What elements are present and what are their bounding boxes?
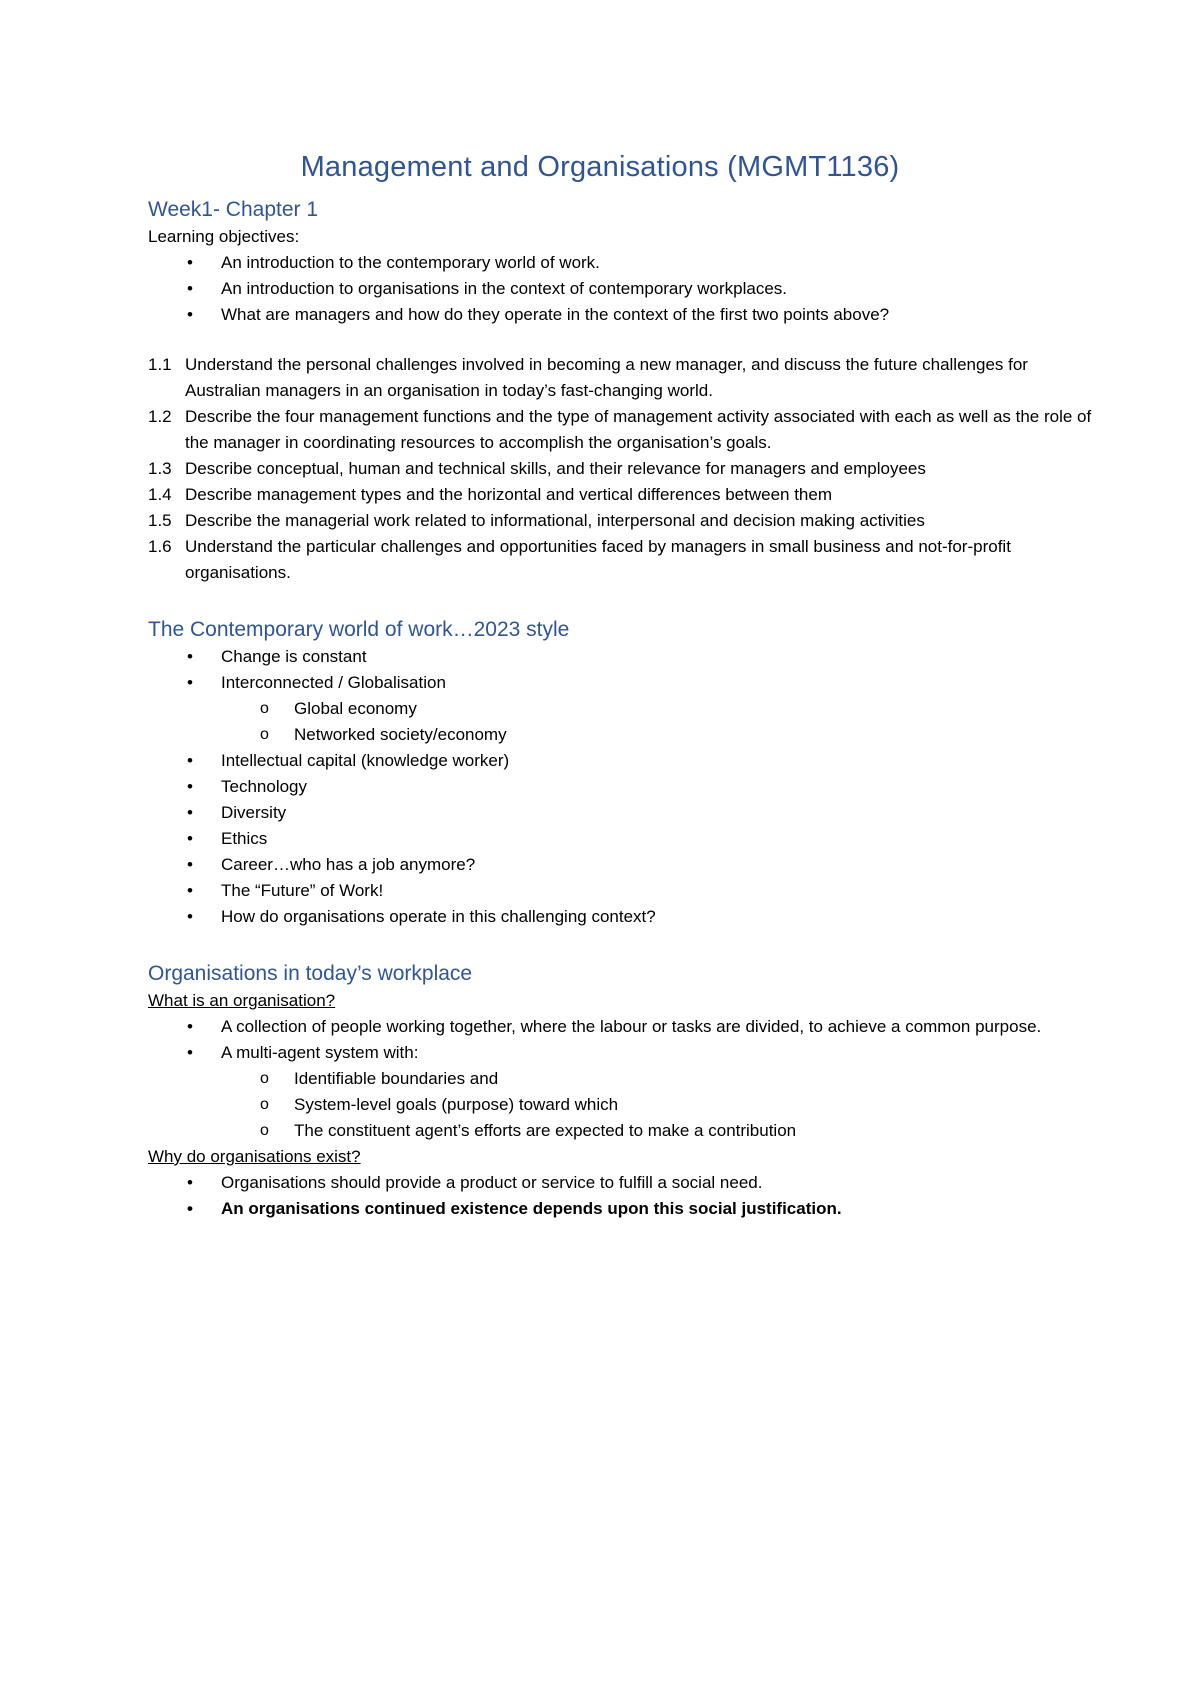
list-item: • Technology [148, 774, 1100, 800]
objective-number: 1.2 [148, 407, 172, 426]
learning-objectives-label: Learning objectives: [148, 227, 300, 246]
objective-text: Understand the particular challenges and opportunities faced by managers in small business and not-for-profit organisations. [185, 537, 1011, 582]
list-item: • Ethics [148, 826, 1100, 852]
objective-number: 1.5 [148, 511, 172, 530]
objective-number: 1.4 [148, 485, 172, 504]
world-bullet-list-continued [148, 748, 1100, 930]
section-heading-organisations: Organisations in today’s workplace [148, 962, 473, 985]
world-sub-bullet-list [148, 696, 1100, 748]
sub-list-item: o System-level goals (purpose) toward which [148, 1092, 1100, 1118]
objective-text: Understand the personal challenges involved in becoming a new manager, and discuss the future challenges for Australian managers in an organisation in today’s fast-changing world. [185, 355, 1028, 400]
week-heading: Week1- Chapter 1 [148, 198, 319, 221]
objective-text: Describe the managerial work related to informational, interpersonal and decision making activities [185, 511, 925, 530]
list-item: • Organisations should provide a product or service to fulfill a social need. [148, 1170, 1100, 1196]
objective-text: Describe management types and the horizontal and vertical differences between them [185, 485, 833, 504]
list-item: • An organisations continued existence depends upon this social justification. [148, 1196, 1100, 1222]
objective-item [148, 456, 1100, 482]
list-item: • Diversity [148, 800, 1100, 826]
exist-bullet-list [148, 1170, 1100, 1222]
objective-number: 1.3 [148, 459, 172, 478]
sub-list-item: o Global economy [148, 696, 1100, 722]
question-why-organisations-exist: Why do organisations exist? [148, 1147, 361, 1166]
objective-item [148, 404, 1100, 456]
objective-item [148, 534, 1100, 586]
list-item: • What are managers and how do they operate in the context of the first two points above? [148, 302, 1100, 328]
objective-text: Describe conceptual, human and technical skills, and their relevance for managers and employees [185, 459, 926, 478]
list-item: • A collection of people working together, where the labour or tasks are divided, to achieve a common purpose. [148, 1014, 1100, 1040]
objective-text: Describe the four management functions and the type of management activity associated with each as well as the role of the manager in coordinating resources to accomplish the organisation’s goals. [185, 407, 1092, 452]
list-item: • Career…who has a job anymore? [148, 852, 1100, 878]
list-item: • An introduction to the contemporary world of work. [148, 250, 1100, 276]
list-item: • A multi-agent system with: [148, 1040, 1100, 1066]
objective-number: 1.6 [148, 537, 172, 556]
world-bullet-list [148, 644, 1100, 696]
list-item: • Intellectual capital (knowledge worker) [148, 748, 1100, 774]
question-what-is-organisation: What is an organisation? [148, 991, 336, 1010]
objective-number: 1.1 [148, 355, 172, 374]
objective-item [148, 508, 1100, 534]
organisation-bullet-list [148, 1014, 1100, 1066]
intro-bullet-list [148, 250, 1100, 328]
sub-list-item: o Networked society/economy [148, 722, 1100, 748]
sub-list-item: o The constituent agent’s efforts are expected to make a contribution [148, 1118, 1100, 1144]
objective-item [148, 482, 1100, 508]
list-item: • How do organisations operate in this challenging context? [148, 904, 1100, 930]
section-heading-world-of-work: The Contemporary world of work…2023 style [148, 618, 570, 641]
list-item: • Change is constant [148, 644, 1100, 670]
organisation-sub-bullet-list [148, 1066, 1100, 1144]
list-item: • Interconnected / Globalisation [148, 670, 1100, 696]
document-title: Management and Organisations (MGMT1136) [300, 151, 900, 183]
objectives-list [148, 352, 1100, 586]
list-item: • The “Future” of Work! [148, 878, 1100, 904]
objective-item [148, 352, 1100, 404]
list-item: • An introduction to organisations in the context of contemporary workplaces. [148, 276, 1100, 302]
sub-list-item: o Identifiable boundaries and [148, 1066, 1100, 1092]
